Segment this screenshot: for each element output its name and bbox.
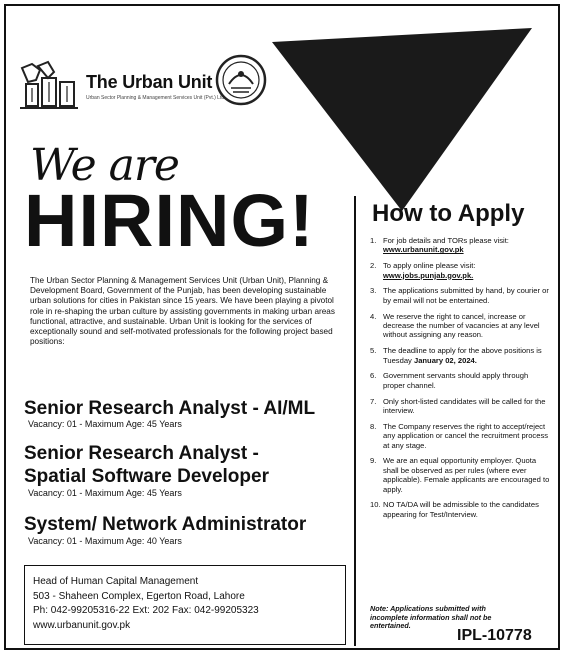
apply-step xyxy=(370,422,552,450)
org-name: The Urban Unit xyxy=(86,71,213,92)
headline-hiring: HIRING! xyxy=(24,179,315,262)
job-title: Senior Research Analyst - xyxy=(24,443,259,464)
step-text: NO TA/DA will be admissible to the candidates appearing for Test/Interview. xyxy=(383,500,539,519)
step-number: 9. xyxy=(370,456,377,466)
apply-step xyxy=(370,261,552,280)
contact-website[interactable]: www.urbanunit.gov.pk xyxy=(33,619,131,631)
intro-paragraph: The Urban Sector Planning & Management Services Unit (Urban Unit), Planning & Development Board, Government of the Punjab, has been developing sustainable urban solutions for cities in Pakistan since 15 years. We have been playing a pivotol role in re-shaping the urban culture by assisting governments in making urban areas functional, attractive, and sustainable. Urban Unit is looking for the services of exceptionally sound and self-motivated professionals for the following project based positions: xyxy=(30,276,335,347)
step-deadline: January 02, 2024. xyxy=(413,355,477,365)
apply-step xyxy=(370,346,552,365)
apply-step xyxy=(370,397,552,416)
step-text: To apply online please visit: xyxy=(383,261,476,271)
step-number: 7. xyxy=(370,396,377,406)
urban-unit-logo-icon xyxy=(18,60,82,112)
job-vacancy-meta: Vacancy: 01 - Maximum Age: 40 Years xyxy=(28,536,182,546)
contact-box xyxy=(24,565,346,645)
apply-step xyxy=(370,500,552,519)
step-body xyxy=(383,286,552,305)
step-number: 2. xyxy=(370,261,377,271)
step-number: 1. xyxy=(370,236,377,245)
job-vacancy-meta: Vacancy: 01 - Maximum Age: 45 Years xyxy=(28,419,182,429)
apply-step xyxy=(370,312,552,340)
step-number: 3. xyxy=(370,286,377,296)
step-text: The Company reserves the right to accept/reject any application or cancel the recruitment process at any stage. xyxy=(383,421,549,450)
step-text: Only short-listed candidates will be called for the interview. xyxy=(383,396,546,416)
apply-step xyxy=(370,286,552,305)
apply-steps-list xyxy=(370,236,552,526)
apply-step xyxy=(370,236,552,255)
step-text: We reserve the right to cancel, increase or decrease the number of vacancies at any level without assigning any reason. xyxy=(383,311,540,340)
step-text: For job details and TORs please visit: xyxy=(383,236,509,245)
org-tagline: Urban Sector Planning & Management Services Unit (Pvt.) Ltd xyxy=(86,94,225,101)
column-divider xyxy=(354,196,356,646)
step-body xyxy=(383,500,552,519)
headline-we-are: We are xyxy=(30,140,179,191)
step-number: 10. xyxy=(370,500,381,510)
job-title: Senior Research Analyst - AI/ML xyxy=(24,398,316,419)
step-body xyxy=(383,236,509,255)
step-number: 4. xyxy=(370,311,377,321)
step-number: 6. xyxy=(370,371,377,381)
step-number: 8. xyxy=(370,421,377,431)
job-title: Spatial Software Developer xyxy=(24,466,269,487)
contact-title: Head of Human Capital Management xyxy=(33,576,199,587)
job-title: System/ Network Administrator xyxy=(24,514,307,535)
apply-step xyxy=(370,456,552,494)
government-seal-icon xyxy=(215,50,267,110)
step-text: We are an equal opportunity employer. Quota shall be observed as per rules (where ever applicable). Female applicants are encouraged to apply. xyxy=(383,456,550,494)
step-body xyxy=(383,371,552,390)
step-body xyxy=(383,312,552,340)
step-body xyxy=(383,456,552,494)
application-note: Note: Applications submitted with incomplete information shall not be entertained. xyxy=(370,604,492,630)
step-body xyxy=(383,261,475,280)
job-vacancy-meta: Vacancy: 01 - Maximum Age: 45 Years xyxy=(28,488,182,498)
step-link[interactable]: www.urbanunit.gov.pk xyxy=(383,245,464,255)
step-body xyxy=(383,422,552,450)
step-text: Government servants should apply through proper channel. xyxy=(383,371,529,390)
step-text: The deadline to apply for the above positions is Tuesday xyxy=(383,346,542,365)
contact-phone: Ph: 042-99205316-22 Ext: 202 Fax: 042-99205323 xyxy=(33,605,259,616)
step-text: The applications submitted by hand, by courier or by email will not be entertained. xyxy=(383,286,549,305)
ad-reference-code: IPL-10778 xyxy=(457,627,532,644)
step-link[interactable]: www.jobs.punjab.gov.pk. xyxy=(383,270,474,280)
how-to-apply-title: How to Apply xyxy=(372,200,525,227)
step-body xyxy=(383,397,552,416)
apply-step xyxy=(370,371,552,390)
urban-unit-logo xyxy=(18,60,224,112)
step-number: 5. xyxy=(370,346,377,356)
contact-address: 503 - Shaheen Complex, Egerton Road, Lahore xyxy=(33,590,245,602)
step-body xyxy=(383,346,552,365)
